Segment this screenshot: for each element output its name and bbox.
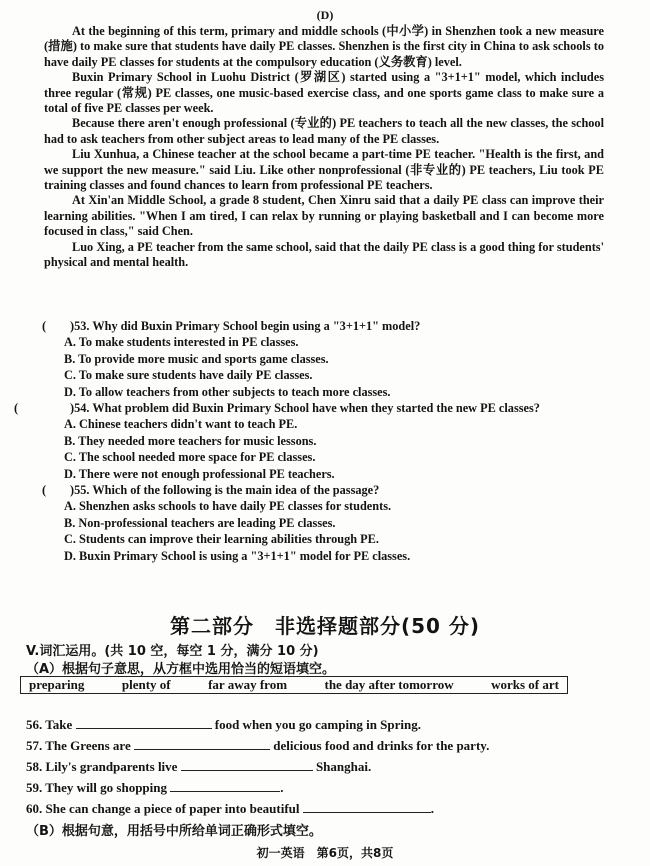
section-b-instructions: （B）根据句意，用括号中所给单词正确形式填空。	[26, 824, 322, 839]
paragraph: At the beginning of this term, primary and middle schools (中小学) in Shenzhen took a new measure (措施) to make sure that students have daily PE classes. Shenzhen is the first city in China to ask schools to have daily PE classes for students at the compulsory education (义务教育) level.	[44, 24, 604, 69]
word-option: far away from	[208, 677, 288, 692]
paragraph: Because there aren't enough professional (专业的) PE teachers to teach all the new classes, the school had to ask teachers from other subject areas to lead many of the PE classes.	[44, 116, 604, 146]
option-b: B. To provide more music and sports game classes.	[64, 351, 329, 366]
answer-blank[interactable]	[170, 779, 280, 792]
fill-item-60: 60. She can change a piece of paper into beautiful .	[26, 801, 434, 816]
paragraph: Luo Xing, a PE teacher from the same school, said that the daily PE class is a good thing for students' physical and mental health.	[44, 239, 604, 270]
option-c: C. To make sure students have daily PE classes.	[64, 368, 313, 383]
option-d: D. There were not enough professional PE teachers.	[64, 466, 335, 481]
answer-blank[interactable]	[303, 800, 431, 813]
option-b: B. They needed more teachers for music lessons.	[64, 433, 317, 448]
option-d: D. Buxin Primary School is using a "3+1+1" model for PE classes.	[64, 548, 411, 563]
answer-bracket[interactable]: (	[14, 401, 19, 416]
option-a: A. Shenzhen asks schools to have daily PE classes for students.	[64, 499, 392, 514]
paragraph: At Xin'an Middle School, a grade 8 student, Chen Xinru said that a daily PE class can improve their learning abilities. "When I am tired, I can relax by running or playing basketball and I can become more focused in class," said Chen.	[44, 193, 604, 239]
question-text: )54. What problem did Buxin Primary School have when they started the new PE classes?	[70, 401, 540, 416]
option-c: C. The school needed more space for PE classes.	[64, 450, 316, 465]
word-option: the day after tomorrow	[324, 677, 454, 692]
fill-item-57: 57. The Greens are delicious food and drinks for the party.	[26, 738, 490, 753]
section-five-heading: V.词汇运用。(共 10 空，每空 1 分，满分 10 分)	[26, 644, 319, 659]
answer-bracket[interactable]: (	[42, 319, 47, 333]
option-a: A. To make students interested in PE classes.	[64, 335, 299, 350]
paragraph: Liu Xunhua, a Chinese teacher at the school became a part-time PE teacher. "Health is the first, and we support the new measure." said Liu. Like other nonprofessional (非专业的) PE teachers, Liu took PE training classes and found chances to learn from professional PE teachers.	[44, 147, 604, 193]
fill-item-58: 58. Lily's grandparents live Shanghai.	[26, 759, 372, 774]
answer-blank[interactable]	[181, 758, 313, 771]
word-option: plenty of	[121, 677, 171, 692]
question-55	[42, 482, 607, 564]
passage-label: (D)	[316, 8, 334, 22]
word-box	[20, 676, 568, 694]
option-b: B. Non-professional teachers are leading PE classes.	[64, 515, 336, 530]
question-text: )55. Which of the following is the main idea of the passage?	[70, 483, 380, 498]
part-two-heading: 第二部分 非选择题部分(50 分)	[169, 614, 481, 638]
question-54	[14, 400, 607, 482]
question-text: )53. Why did Buxin Primary School begin using a "3+1+1" model?	[70, 319, 421, 333]
answer-blank[interactable]	[76, 716, 212, 729]
fill-item-59: 59. They will go shopping .	[26, 780, 284, 795]
reading-passage	[44, 24, 604, 271]
question-53	[42, 318, 607, 400]
answer-blank[interactable]	[134, 737, 270, 750]
page-footer: 初一英语 第6页，共8页	[256, 846, 394, 860]
section-a-instructions: （A）根据句子意思，从方框中选用恰当的短语填空。	[26, 662, 336, 677]
answer-bracket[interactable]: (	[42, 483, 47, 498]
option-d: D. To allow teachers from other subjects to teach more classes.	[64, 384, 391, 399]
option-c: C. Students can improve their learning abilities through PE.	[64, 532, 379, 547]
question-list	[14, 318, 607, 564]
word-option: works of art	[491, 677, 559, 692]
paragraph: Buxin Primary School in Luohu District (罗湖区) started using a "3+1+1" model, which includes three regular (常规) PE classes, one music-based exercise class, and one sports game class to make sure a total of five PE classes per week.	[44, 70, 604, 116]
fill-item-56: 56. Take food when you go camping in Spring.	[26, 717, 421, 732]
word-option: preparing	[29, 677, 85, 692]
option-a: A. Chinese teachers didn't want to teach PE.	[64, 417, 298, 432]
